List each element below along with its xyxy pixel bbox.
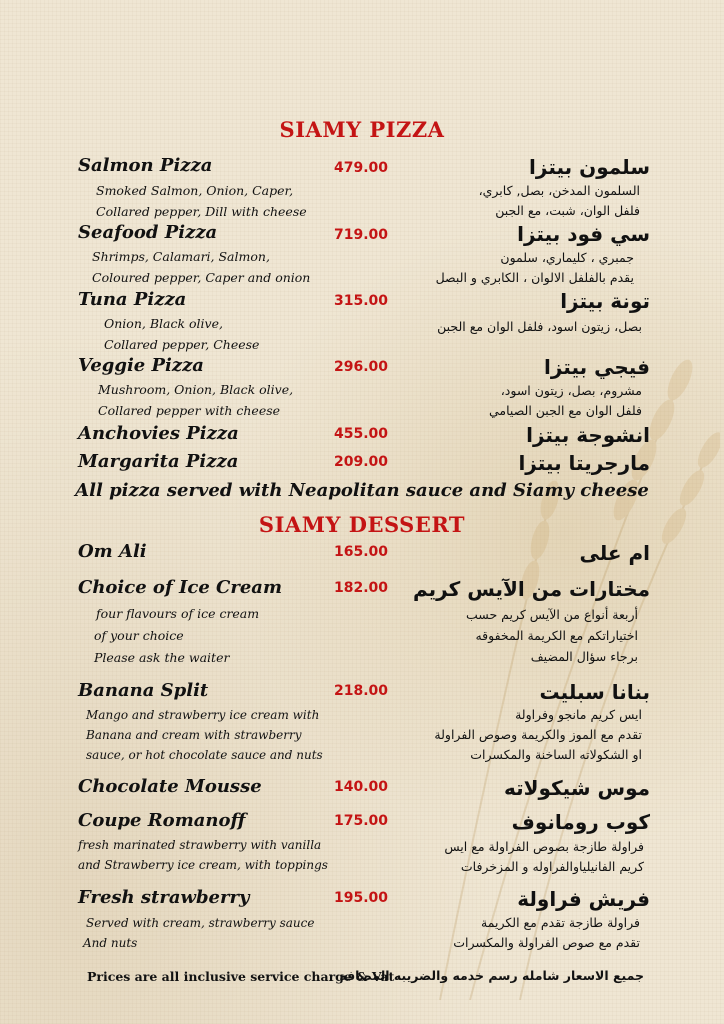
item-price: 218.00: [334, 683, 389, 699]
item-description-en: fresh marinated strawberry with vanilla and Strawberry ice cream, with toppings: [78, 838, 328, 872]
item-name-ar: سي فود بيتزا: [517, 222, 650, 246]
item-price: 165.00: [334, 544, 389, 560]
item-price: 209.00: [334, 454, 389, 470]
item-price: 195.00: [334, 890, 389, 906]
item-price: 182.00: [334, 580, 389, 596]
item-description-ar: فراولة طازجة بصوص الفراولة مع ايس كريم الفانيلياوالفراوله و المزخرفات: [444, 839, 644, 874]
item-name-en: Banana Split: [78, 680, 209, 701]
item-description-en: Smoked Salmon, Onion, Caper, Collared pepper, Dill with cheese: [96, 183, 307, 219]
dessert-section-title: SIAMY DESSERT: [258, 512, 466, 537]
item-price: 455.00: [334, 426, 389, 442]
item-name-en: Veggie Pizza: [78, 355, 204, 376]
item-name-en: Chocolate Mousse: [78, 776, 262, 797]
item-name-ar: مارجريتا بيتزا: [518, 451, 650, 475]
item-description-ar: بصل، زيتون اسود، فلفل الوان مع الجبن: [437, 319, 642, 334]
item-description-en: Shrimps, Calamari, Salmon, Coloured pepper, Caper and onion: [92, 249, 311, 285]
item-description-ar: السلمون المدخن، بصل, كابري، فلفل الوان، شبت، مع الجبن: [478, 183, 640, 218]
item-name-en: Choice of Ice Cream: [78, 577, 283, 598]
item-name-en: Coupe Romanoff: [78, 810, 246, 831]
footer-note-ar: جميع الاسعار شامله رسم خدمه والضريبه المضافه: [339, 968, 644, 983]
item-description-ar: مشروم، بصل، زيتون اسود، فلفل الوان مع الجبن الصيامي: [489, 383, 642, 418]
item-description-ar: جمبري ، كليماري، سلمون يقدم بالفلفل الالوان ، الكابري و البصل: [435, 250, 634, 285]
item-name-en: Om Ali: [78, 541, 147, 562]
item-name-ar: فيجي بيتزا: [543, 355, 650, 379]
item-name-en: Fresh strawberry: [78, 887, 250, 908]
item-name-ar: مختارات من الآيس كريم: [412, 577, 650, 601]
item-name-en: Tuna Pizza: [78, 289, 187, 310]
footer-note-en: Prices are all inclusive service charge & Vat: [87, 969, 395, 984]
item-description-en: Served with cream, strawberry sauce And nuts: [83, 916, 315, 950]
item-price: 479.00: [334, 160, 389, 176]
item-price: 140.00: [334, 779, 389, 795]
item-name-ar: موس شيكولاته: [503, 776, 650, 800]
item-description-en: Mushroom, Onion, Black olive, Collared pepper with cheese: [98, 382, 294, 418]
item-price: 175.00: [334, 813, 389, 829]
item-name-ar: ام على: [579, 541, 650, 565]
item-price: 296.00: [334, 359, 389, 375]
pizza-serving-note: All pizza served with Neapolitan sauce and Siamy cheese: [75, 480, 649, 501]
item-price: 719.00: [334, 227, 389, 243]
item-name-ar: سلمون بيتزا: [529, 155, 650, 179]
item-name-en: Salmon Pizza: [78, 155, 213, 176]
item-name-ar: بنانا سبليت: [539, 680, 650, 704]
item-description-ar: فراولة طازجة تقدم مع الكريمة تقدم مع صوص الفراولة والمكسرات: [453, 915, 640, 950]
item-description-en: Mango and strawberry ice cream with Banana and cream with strawberry sauce, or hot chocolate sauce and nuts: [86, 708, 323, 762]
item-description-en: Onion, Black olive, Collared pepper, Cheese: [104, 316, 260, 352]
item-description-en: four flavours of ice cream of your choice Please ask the waiter: [94, 606, 260, 665]
item-price: 315.00: [334, 293, 389, 309]
item-description-ar: ايس كريم مانجو وفراولة تقدم مع الموز والكريمة وصوص الفراولة او الشكولاته الساخنة والمكسرات: [434, 707, 642, 762]
item-name-ar: تونة بيتزا: [560, 289, 650, 313]
item-description-ar: أربعة أنواع من الآيس كريم حسب اختياراتكم مع الكريمة المخفوقه برجاء سؤال المضيف: [466, 607, 638, 664]
pizza-section-title: SIAMY PIZZA: [279, 117, 445, 142]
item-name-en: Anchovies Pizza: [78, 423, 239, 444]
item-name-ar: كوب رومانوف: [511, 810, 650, 834]
item-name-en: Margarita Pizza: [78, 451, 239, 472]
item-name-en: Seafood Pizza: [78, 222, 218, 243]
item-name-ar: فريش فراولة: [517, 887, 650, 911]
item-name-ar: انشوجة بيتزا: [526, 423, 650, 447]
